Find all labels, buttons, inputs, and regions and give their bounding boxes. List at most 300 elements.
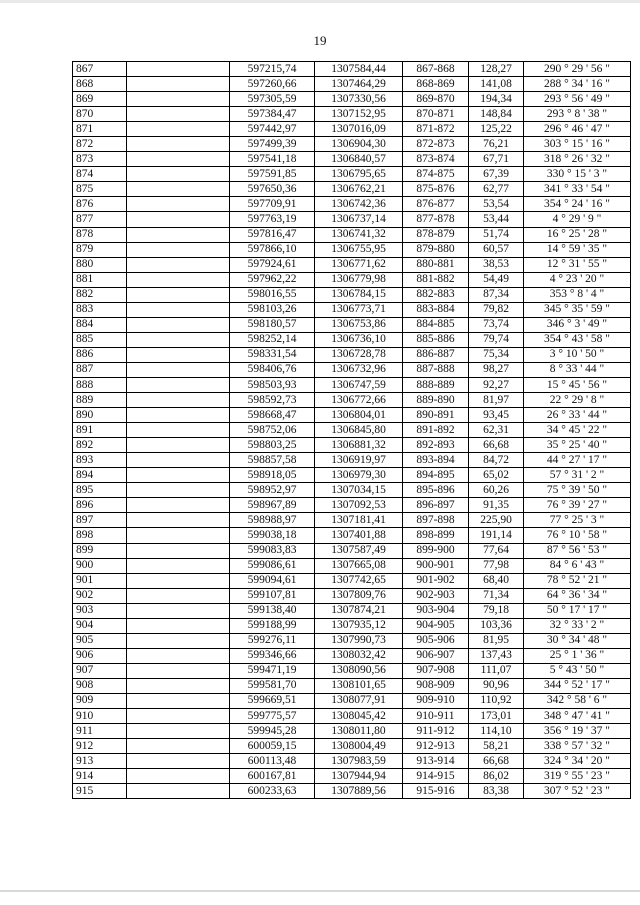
x-coordinate-cell: 600113,48 [230,754,315,769]
point-number-cell: 870 [73,107,127,122]
table-row [73,693,631,708]
length-cell: 91,35 [469,498,524,513]
segment-cell: 881-882 [403,272,469,287]
segment-cell: 887-888 [403,362,469,377]
segment-cell: 889-890 [403,393,469,408]
length-cell: 77,98 [469,558,524,573]
segment-cell: 914-915 [403,769,469,784]
point-number-cell: 903 [73,603,127,618]
table-row [73,423,631,438]
point-number-cell: 895 [73,483,127,498]
segment-cell: 892-893 [403,438,469,453]
point-number-cell: 904 [73,618,127,633]
point-number-cell: 887 [73,362,127,377]
table-row [73,558,631,573]
length-cell: 98,27 [469,362,524,377]
point-number-cell: 878 [73,227,127,242]
point-number-cell: 868 [73,77,127,92]
x-coordinate-cell: 598803,25 [230,438,315,453]
bearing-cell: 12 ° 31 ' 55 " [524,257,631,272]
blank-cell [127,107,230,122]
blank-cell [127,257,230,272]
bearing-cell: 4 ° 23 ' 20 " [524,272,631,287]
x-coordinate-cell: 599471,19 [230,663,315,678]
segment-cell: 888-889 [403,377,469,392]
table-row [73,242,631,257]
bearing-cell: 22 ° 29 ' 8 " [524,393,631,408]
length-cell: 54,49 [469,272,524,287]
blank-cell [127,513,230,528]
y-coordinate-cell: 1306795,65 [315,167,403,182]
y-coordinate-cell: 1307742,65 [315,573,403,588]
bearing-cell: 76 ° 10 ' 58 " [524,528,631,543]
blank-cell [127,724,230,739]
length-cell: 51,74 [469,227,524,242]
bearing-cell: 354 ° 43 ' 58 " [524,332,631,347]
segment-cell: 906-907 [403,648,469,663]
y-coordinate-cell: 1307584,44 [315,62,403,77]
point-number-cell: 888 [73,377,127,392]
bearing-cell: 319 ° 55 ' 23 " [524,769,631,784]
segment-cell: 896-897 [403,498,469,513]
segment-cell: 883-884 [403,302,469,317]
blank-cell [127,167,230,182]
length-cell: 125,22 [469,122,524,137]
length-cell: 67,39 [469,167,524,182]
length-cell: 66,68 [469,754,524,769]
blank-cell [127,332,230,347]
length-cell: 110,92 [469,693,524,708]
y-coordinate-cell: 1306747,59 [315,377,403,392]
segment-cell: 911-912 [403,724,469,739]
y-coordinate-cell: 1307152,95 [315,107,403,122]
blank-cell [127,693,230,708]
segment-cell: 879-880 [403,242,469,257]
point-number-cell: 911 [73,724,127,739]
blank-cell [127,498,230,513]
x-coordinate-cell: 597709,91 [230,197,315,212]
y-coordinate-cell: 1306881,32 [315,438,403,453]
table-row [73,648,631,663]
y-coordinate-cell: 1306840,57 [315,152,403,167]
length-cell: 53,54 [469,197,524,212]
x-coordinate-cell: 597260,66 [230,77,315,92]
point-number-cell: 902 [73,588,127,603]
x-coordinate-cell: 597384,47 [230,107,315,122]
x-coordinate-cell: 598406,76 [230,362,315,377]
point-number-cell: 885 [73,332,127,347]
x-coordinate-cell: 598752,06 [230,423,315,438]
bearing-cell: 4 ° 29 ' 9 " [524,212,631,227]
length-cell: 87,34 [469,287,524,302]
length-cell: 137,43 [469,648,524,663]
bearing-cell: 303 ° 15 ' 16 " [524,137,631,152]
segment-cell: 907-908 [403,663,469,678]
bearing-cell: 5 ° 43 ' 50 " [524,663,631,678]
y-coordinate-cell: 1307983,59 [315,754,403,769]
length-cell: 76,21 [469,137,524,152]
table-row [73,287,631,302]
bearing-cell: 356 ° 19 ' 37 " [524,724,631,739]
blank-cell [127,709,230,724]
point-number-cell: 907 [73,663,127,678]
table-row [73,603,631,618]
blank-cell [127,453,230,468]
x-coordinate-cell: 599138,40 [230,603,315,618]
table-row [73,408,631,423]
blank-cell [127,152,230,167]
segment-cell: 908-909 [403,678,469,693]
point-number-cell: 908 [73,678,127,693]
segment-cell: 913-914 [403,754,469,769]
length-cell: 225,90 [469,513,524,528]
blank-cell [127,558,230,573]
segment-cell: 885-886 [403,332,469,347]
segment-cell: 869-870 [403,92,469,107]
blank-cell [127,468,230,483]
point-number-cell: 897 [73,513,127,528]
y-coordinate-cell: 1307935,12 [315,618,403,633]
bearing-cell: 338 ° 57 ' 32 " [524,739,631,754]
bearing-cell: 64 ° 36 ' 34 " [524,588,631,603]
table-row [73,393,631,408]
x-coordinate-cell: 597816,47 [230,227,315,242]
y-coordinate-cell: 1307330,56 [315,92,403,107]
table-body [73,62,631,799]
table-row [73,513,631,528]
x-coordinate-cell: 598016,55 [230,287,315,302]
point-number-cell: 890 [73,408,127,423]
segment-cell: 897-898 [403,513,469,528]
scan-bottom-edge [0,890,640,892]
blank-cell [127,648,230,663]
table-row [73,633,631,648]
blank-cell [127,62,230,77]
length-cell: 60,26 [469,483,524,498]
blank-cell [127,633,230,648]
point-number-cell: 876 [73,197,127,212]
y-coordinate-cell: 1308045,42 [315,709,403,724]
length-cell: 86,02 [469,769,524,784]
length-cell: 68,40 [469,573,524,588]
x-coordinate-cell: 597650,36 [230,182,315,197]
blank-cell [127,302,230,317]
segment-cell: 872-873 [403,137,469,152]
table-row [73,227,631,242]
blank-cell [127,663,230,678]
table-row [73,678,631,693]
table-row [73,362,631,377]
point-number-cell: 873 [73,152,127,167]
point-number-cell: 912 [73,739,127,754]
segment-cell: 898-899 [403,528,469,543]
y-coordinate-cell: 1308032,42 [315,648,403,663]
point-number-cell: 882 [73,287,127,302]
point-number-cell: 892 [73,438,127,453]
y-coordinate-cell: 1308011,80 [315,724,403,739]
bearing-cell: 8 ° 33 ' 44 " [524,362,631,377]
table-row [73,107,631,122]
segment-cell: 900-901 [403,558,469,573]
y-coordinate-cell: 1307181,41 [315,513,403,528]
x-coordinate-cell: 598103,26 [230,302,315,317]
length-cell: 53,44 [469,212,524,227]
blank-cell [127,182,230,197]
table-row [73,784,631,799]
y-coordinate-cell: 1307587,49 [315,543,403,558]
table-row [73,739,631,754]
y-coordinate-cell: 1307401,88 [315,528,403,543]
x-coordinate-cell: 597305,59 [230,92,315,107]
y-coordinate-cell: 1306779,98 [315,272,403,287]
point-number-cell: 914 [73,769,127,784]
x-coordinate-cell: 599086,61 [230,558,315,573]
x-coordinate-cell: 599188,99 [230,618,315,633]
x-coordinate-cell: 598503,93 [230,377,315,392]
bearing-cell: 348 ° 47 ' 41 " [524,709,631,724]
blank-cell [127,739,230,754]
point-number-cell: 877 [73,212,127,227]
segment-cell: 901-902 [403,573,469,588]
bearing-cell: 44 ° 27 ' 17 " [524,453,631,468]
length-cell: 90,96 [469,678,524,693]
blank-cell [127,438,230,453]
y-coordinate-cell: 1306904,30 [315,137,403,152]
bearing-cell: 30 ° 34 ' 48 " [524,633,631,648]
x-coordinate-cell: 597591,85 [230,167,315,182]
point-number-cell: 906 [73,648,127,663]
point-number-cell: 891 [73,423,127,438]
table-row [73,272,631,287]
x-coordinate-cell: 600233,63 [230,784,315,799]
y-coordinate-cell: 1307809,76 [315,588,403,603]
x-coordinate-cell: 598918,05 [230,468,315,483]
segment-cell: 875-876 [403,182,469,197]
x-coordinate-cell: 597763,19 [230,212,315,227]
y-coordinate-cell: 1306771,62 [315,257,403,272]
x-coordinate-cell: 597215,74 [230,62,315,77]
table-row [73,152,631,167]
page-number: 19 [313,33,327,48]
point-number-cell: 874 [73,167,127,182]
length-cell: 60,57 [469,242,524,257]
point-number-cell: 884 [73,317,127,332]
length-cell: 173,01 [469,709,524,724]
blank-cell [127,242,230,257]
x-coordinate-cell: 597442,97 [230,122,315,137]
point-number-cell: 915 [73,784,127,799]
y-coordinate-cell: 1306728,78 [315,347,403,362]
bearing-cell: 84 ° 6 ' 43 " [524,558,631,573]
segment-cell: 882-883 [403,287,469,302]
y-coordinate-cell: 1306772,66 [315,393,403,408]
point-number-cell: 909 [73,693,127,708]
blank-cell [127,588,230,603]
blank-cell [127,393,230,408]
bearing-cell: 75 ° 39 ' 50 " [524,483,631,498]
y-coordinate-cell: 1306742,36 [315,197,403,212]
bearing-cell: 25 ° 1 ' 36 " [524,648,631,663]
table-row [73,769,631,784]
bearing-cell: 78 ° 52 ' 21 " [524,573,631,588]
blank-cell [127,528,230,543]
segment-cell: 880-881 [403,257,469,272]
length-cell: 71,34 [469,588,524,603]
segment-cell: 909-910 [403,693,469,708]
bearing-cell: 34 ° 45 ' 22 " [524,423,631,438]
y-coordinate-cell: 1306737,14 [315,212,403,227]
x-coordinate-cell: 599094,61 [230,573,315,588]
y-coordinate-cell: 1306773,71 [315,302,403,317]
blank-cell [127,227,230,242]
length-cell: 111,07 [469,663,524,678]
bearing-cell: 15 ° 45 ' 56 " [524,377,631,392]
bearing-cell: 288 ° 34 ' 16 " [524,77,631,92]
length-cell: 75,34 [469,347,524,362]
segment-cell: 868-869 [403,77,469,92]
y-coordinate-cell: 1306845,80 [315,423,403,438]
bearing-cell: 293 ° 56 ' 49 " [524,92,631,107]
segment-cell: 873-874 [403,152,469,167]
blank-cell [127,77,230,92]
bearing-cell: 324 ° 34 ' 20 " [524,754,631,769]
segment-cell: 903-904 [403,603,469,618]
bearing-cell: 354 ° 24 ' 16 " [524,197,631,212]
x-coordinate-cell: 598857,58 [230,453,315,468]
x-coordinate-cell: 598252,14 [230,332,315,347]
bearing-cell: 32 ° 33 ' 2 " [524,618,631,633]
point-number-cell: 872 [73,137,127,152]
length-cell: 93,45 [469,408,524,423]
y-coordinate-cell: 1307990,73 [315,633,403,648]
bearing-cell: 3 ° 10 ' 50 " [524,347,631,362]
y-coordinate-cell: 1306762,21 [315,182,403,197]
table-row [73,257,631,272]
x-coordinate-cell: 599038,18 [230,528,315,543]
y-coordinate-cell: 1308077,91 [315,693,403,708]
x-coordinate-cell: 598952,97 [230,483,315,498]
table-row [73,377,631,392]
length-cell: 81,97 [469,393,524,408]
y-coordinate-cell: 1306919,97 [315,453,403,468]
y-coordinate-cell: 1307874,21 [315,603,403,618]
length-cell: 81,95 [469,633,524,648]
table-row [73,573,631,588]
x-coordinate-cell: 598967,89 [230,498,315,513]
length-cell: 58,21 [469,739,524,754]
blank-cell [127,423,230,438]
x-coordinate-cell: 597924,61 [230,257,315,272]
x-coordinate-cell: 599775,57 [230,709,315,724]
blank-cell [127,543,230,558]
segment-cell: 912-913 [403,739,469,754]
bearing-cell: 77 ° 25 ' 3 " [524,513,631,528]
y-coordinate-cell: 1307944,94 [315,769,403,784]
point-number-cell: 875 [73,182,127,197]
length-cell: 103,36 [469,618,524,633]
length-cell: 191,14 [469,528,524,543]
bearing-cell: 290 ° 29 ' 56 " [524,62,631,77]
table-row [73,212,631,227]
y-coordinate-cell: 1306736,10 [315,332,403,347]
table-row [73,62,631,77]
length-cell: 141,08 [469,77,524,92]
length-cell: 62,31 [469,423,524,438]
point-number-cell: 880 [73,257,127,272]
blank-cell [127,603,230,618]
segment-cell: 867-868 [403,62,469,77]
length-cell: 62,77 [469,182,524,197]
bearing-cell: 344 ° 52 ' 17 " [524,678,631,693]
coordinates-table [72,61,631,799]
bearing-cell: 330 ° 15 ' 3 " [524,167,631,182]
y-coordinate-cell: 1307464,29 [315,77,403,92]
table-row [73,588,631,603]
segment-cell: 874-875 [403,167,469,182]
bearing-cell: 16 ° 25 ' 28 " [524,227,631,242]
x-coordinate-cell: 597962,22 [230,272,315,287]
point-number-cell: 899 [73,543,127,558]
length-cell: 84,72 [469,453,524,468]
x-coordinate-cell: 599276,11 [230,633,315,648]
table-row [73,754,631,769]
length-cell: 92,27 [469,377,524,392]
blank-cell [127,678,230,693]
length-cell: 83,38 [469,784,524,799]
x-coordinate-cell: 598668,47 [230,408,315,423]
bearing-cell: 26 ° 33 ' 44 " [524,408,631,423]
point-number-cell: 905 [73,633,127,648]
table-row [73,468,631,483]
x-coordinate-cell: 598592,73 [230,393,315,408]
table-row [73,724,631,739]
blank-cell [127,362,230,377]
segment-cell: 915-916 [403,784,469,799]
point-number-cell: 913 [73,754,127,769]
bearing-cell: 14 ° 59 ' 35 " [524,242,631,257]
segment-cell: 895-896 [403,483,469,498]
length-cell: 114,10 [469,724,524,739]
length-cell: 67,71 [469,152,524,167]
y-coordinate-cell: 1306753,86 [315,317,403,332]
blank-cell [127,137,230,152]
blank-cell [127,573,230,588]
table-row [73,332,631,347]
blank-cell [127,122,230,137]
x-coordinate-cell: 597499,39 [230,137,315,152]
segment-cell: 899-900 [403,543,469,558]
table-row [73,137,631,152]
bearing-cell: 353 ° 8 ' 4 " [524,287,631,302]
table-row [73,438,631,453]
table-row [73,92,631,107]
table-row [73,167,631,182]
x-coordinate-cell: 599346,66 [230,648,315,663]
x-coordinate-cell: 599107,81 [230,588,315,603]
bearing-cell: 346 ° 3 ' 49 " [524,317,631,332]
y-coordinate-cell: 1307665,08 [315,558,403,573]
y-coordinate-cell: 1306784,15 [315,287,403,302]
point-number-cell: 894 [73,468,127,483]
table-row [73,543,631,558]
segment-cell: 894-895 [403,468,469,483]
length-cell: 79,18 [469,603,524,618]
segment-cell: 886-887 [403,347,469,362]
x-coordinate-cell: 598988,97 [230,513,315,528]
segment-cell: 870-871 [403,107,469,122]
table-row [73,122,631,137]
segment-cell: 891-892 [403,423,469,438]
